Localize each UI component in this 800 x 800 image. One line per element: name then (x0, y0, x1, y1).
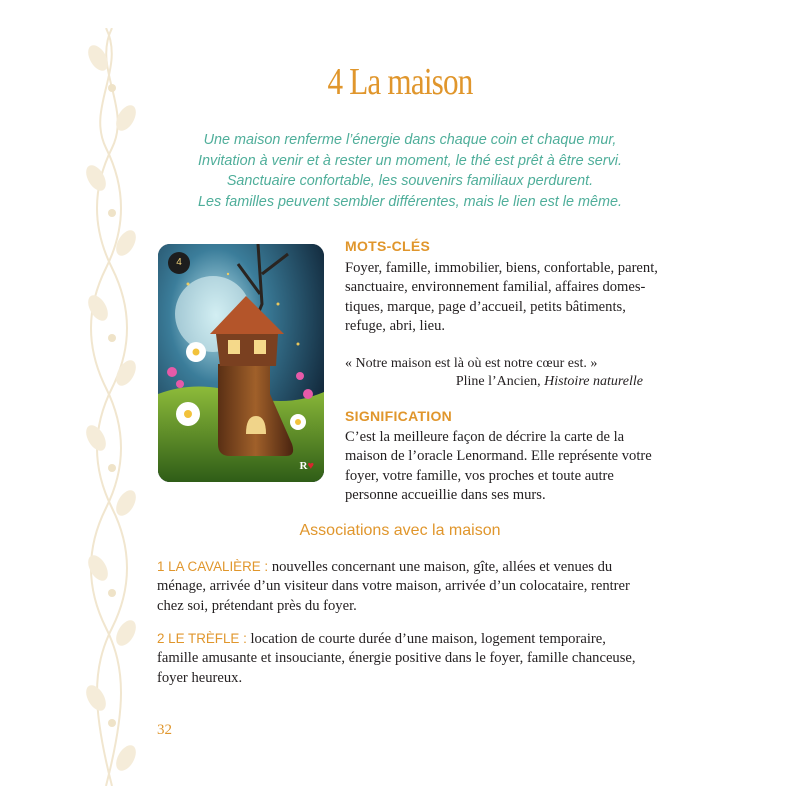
keywords-line: refuge, abri, lieu. (345, 317, 446, 334)
page-number: 32 (157, 722, 172, 738)
association-line (157, 629, 643, 649)
association-item (157, 629, 643, 688)
association-text: location de courte durée d’une maison, logement temporaire, (250, 631, 606, 647)
oracle-card-image (158, 244, 324, 482)
floral-ornament-border (86, 28, 138, 786)
card-number-badge: 4 (168, 252, 190, 274)
meaning-line: personne accueillie dans ses murs. (345, 486, 546, 503)
quote-author: Pline l’Ancien, (455, 374, 541, 389)
association-line: ménage, arrivée d’un visiteur dans votre maison, arrivée d’un colocataire, rentrer (157, 578, 630, 595)
poem-line: Sanctuaire confortable, les souvenirs familiaux perdurent. (226, 173, 594, 189)
meaning-line: C’est la meilleure façon de décrire la carte de la (345, 429, 625, 445)
association-text: nouvelles concernant une maison, gîte, allées et venues du (271, 559, 613, 575)
meaning-text (345, 428, 652, 505)
meaning-line: maison de l’oracle Lenormand. Elle représente votre (345, 448, 652, 465)
meaning-heading: SIGNIFICATION (345, 408, 453, 424)
card-corner-letter: R (299, 460, 308, 472)
quote-attribution (456, 372, 643, 391)
association-line: chez soi, prétendant près du foyer. (157, 597, 357, 614)
association-lead: 1 LA CAVALIÈRE : (157, 559, 269, 574)
keywords-line: Foyer, famille, immobilier, biens, confortable, parent, (345, 260, 658, 276)
meaning-line: foyer, votre famille, vos proches et toute autre (345, 467, 614, 484)
heart-icon: ♥ (307, 460, 314, 472)
page-title: 4 La maison (327, 61, 473, 103)
association-line (157, 557, 643, 577)
association-line: famille amusante et insouciante, énergie positive dans le foyer, famille chanceuse, (157, 650, 636, 667)
poem-line: Invitation à venir et à rester un moment, le thé est prêt à être servi. (198, 152, 622, 169)
poem-line: Les familles peuvent sembler différentes, mais le lien est le même. (198, 193, 622, 210)
card-corner-mark (300, 460, 314, 472)
keywords-line: tiques, marque, page d’accueil, petits bâtiments, (345, 298, 626, 315)
house-illustration (158, 244, 324, 482)
poem-line: Une maison renferme l’énergie dans chaque coin et chaque mur, (203, 132, 617, 148)
keywords-line: sanctuaire, environnement familial, affaires domes- (345, 279, 646, 296)
quote-work: Histoire naturelle (544, 374, 643, 389)
association-item (157, 557, 643, 616)
associations-title: Associations avec la maison (299, 522, 501, 539)
keywords-heading: MOTS-CLÉS (345, 238, 431, 254)
keywords-text (345, 259, 658, 336)
association-lead: 2 LE TRÈFLE : (157, 631, 247, 646)
association-line: foyer heureux. (157, 669, 243, 686)
poem (140, 130, 680, 212)
quote-text: « Notre maison est là où est notre cœur est. » (345, 356, 598, 371)
